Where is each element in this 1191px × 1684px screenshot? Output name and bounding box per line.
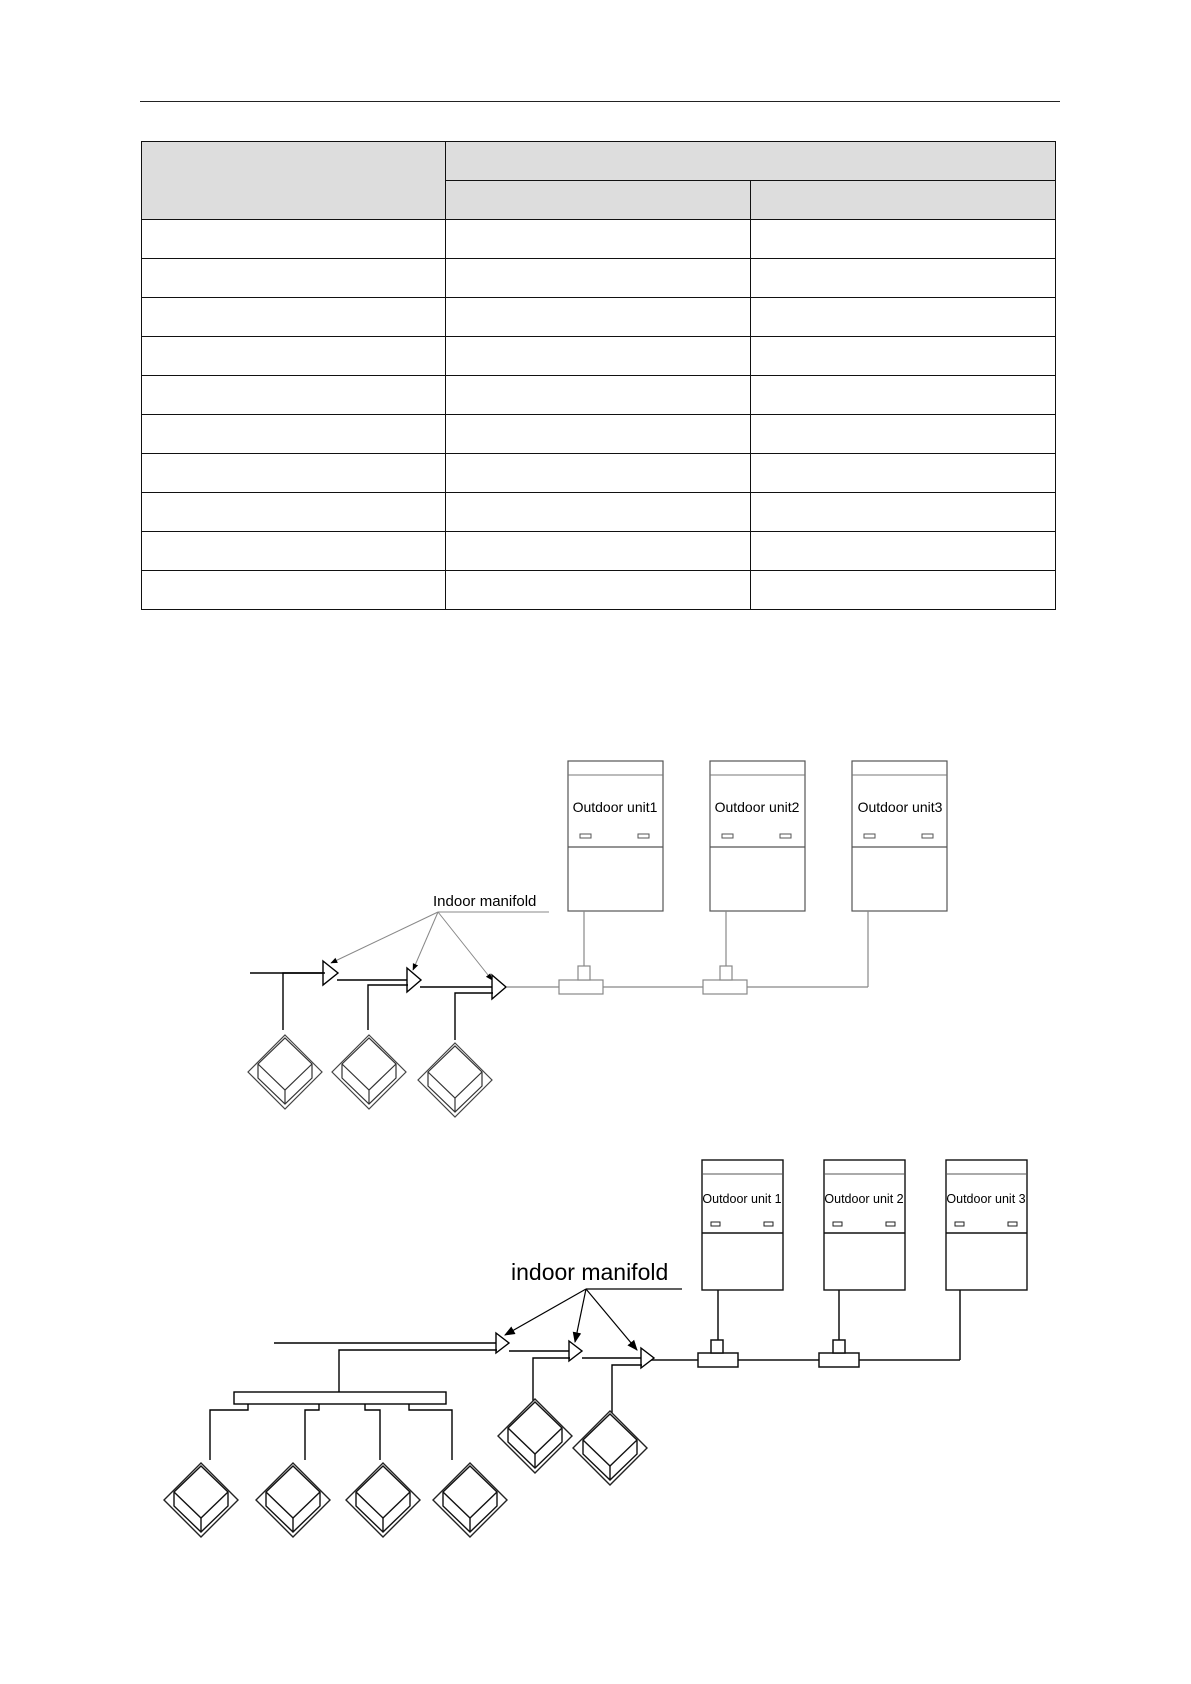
outdoor-unit-3-label: Outdoor unit 3	[946, 1192, 1026, 1206]
distribution-header	[210, 1392, 452, 1460]
outdoor-unit-3-label: Outdoor unit3	[857, 799, 943, 815]
indoor-unit	[573, 1411, 647, 1485]
indoor-unit	[256, 1463, 330, 1537]
indoor-manifold-label-2: indoor manifold	[511, 1259, 669, 1285]
outdoor-unit-3	[946, 1160, 1027, 1290]
indoor-unit	[433, 1463, 507, 1537]
outdoor-piping-2	[651, 1290, 960, 1367]
indoor-unit	[346, 1463, 420, 1537]
indoor-unit	[498, 1399, 572, 1473]
outdoor-unit-1-label: Outdoor unit 1	[702, 1192, 782, 1206]
indoor-manifold-label-1: Indoor manifold	[433, 893, 537, 910]
outdoor-unit-2-label: Outdoor unit2	[714, 799, 800, 815]
outdoor-unit-1-label: Outdoor unit1	[572, 799, 658, 815]
indoor-unit	[164, 1463, 238, 1537]
outdoor-unit-2-label: Outdoor unit 2	[824, 1192, 904, 1206]
outdoor-unit-1	[702, 1160, 783, 1290]
outdoor-unit-2	[824, 1160, 905, 1290]
